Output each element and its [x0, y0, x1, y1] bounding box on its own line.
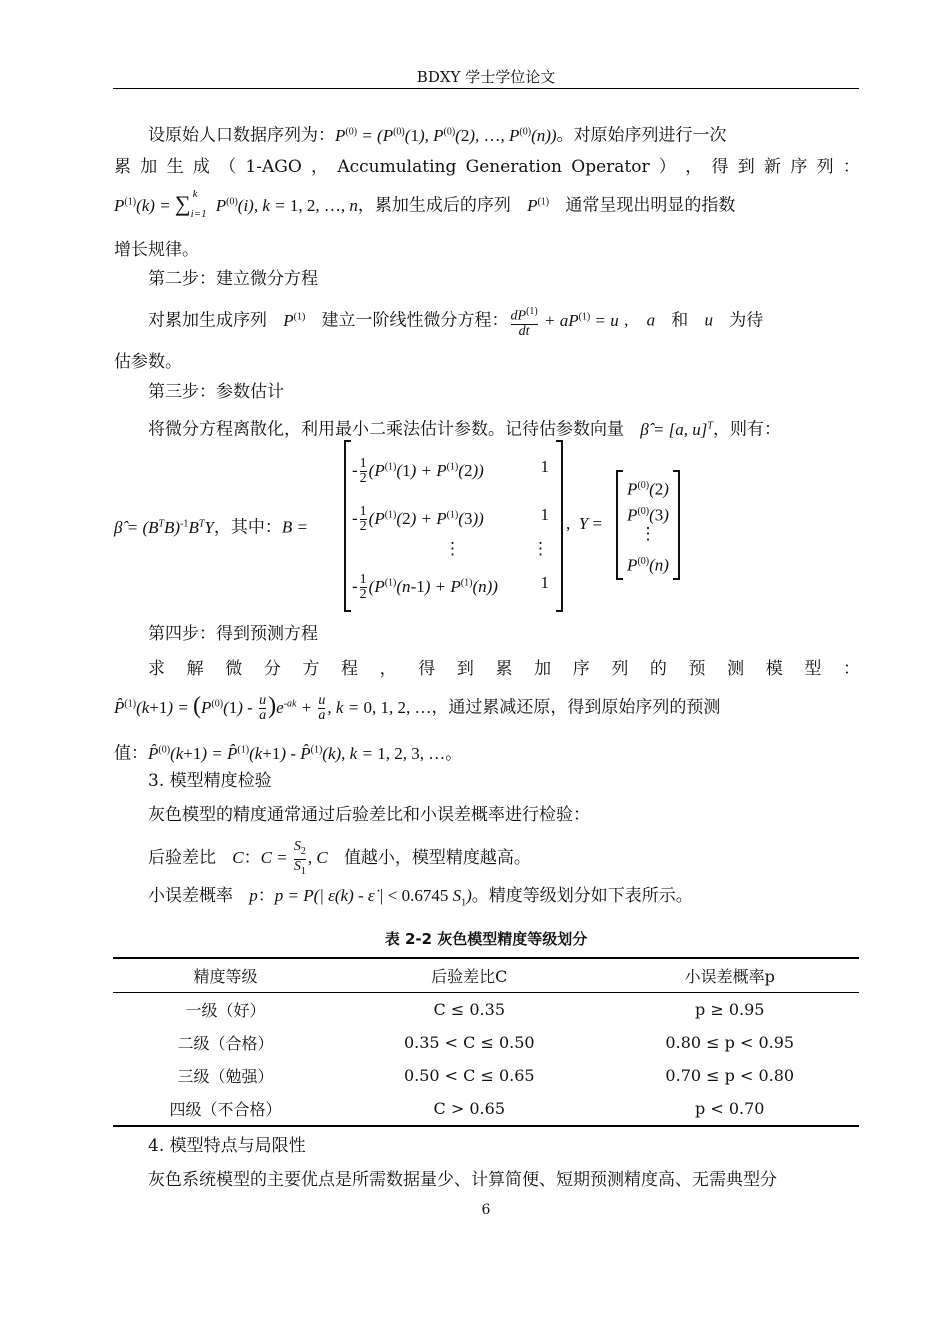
header-rule: [113, 88, 859, 89]
page-number: 6: [481, 1202, 491, 1218]
step-4-line-3: 值：P̂$^{(0)}$(k+1) = P̂$^{(1)}$(k+1) - P̂$^{(1)}$(k), k = 1, 2, 3, …。: [114, 743, 463, 764]
table-caption: 表 2-2 灰色模型精度等级划分: [384, 930, 588, 948]
precision-grade-table: [113, 957, 859, 1127]
table-cell: 二级（合格）: [177, 1034, 274, 1053]
table-cell: 0.50 < C ≤ 0.65: [403, 1066, 535, 1085]
table-cell: 一级（好）: [185, 1001, 266, 1020]
table-header-cell: 后验差比C: [431, 967, 508, 986]
formula-posterior-ratio: C = $\frac{S_2}{S_1}$ , C: [260, 839, 328, 877]
matrix-y: $P^{(0)}(2)$ $P^{(0)}(3)$ ⋮ $P^{(0)}(n)$: [616, 470, 680, 580]
step-3-title: 第三步：参数估计: [148, 382, 284, 402]
table-cell: 0.70 ≤ p < 0.80: [665, 1066, 795, 1085]
formula-small-error-probability: p = P(| ε(k) - ε̇ | < 0.6745 $S_1$): [274, 886, 472, 909]
least-squares-formula: β̂ = $(B^TB)^{-1}B^TY$，其中：B = - $\frac{1}{2}$ $(P^{(1)}(1) + P^{(1)}(2))$ 1 - $\frac{1}{2}$ $(P^{(1)}(2) + P^{(1)}(3))$ 1 ⋮ ⋮ - $\frac{1}{2}$ $(P^{(1)}(n-1) + P^{(1)}(n))$ 1 , Y = $P^{(0)}(2)$ $P^{(0)}(3)$ ⋮ $P^{(0)}(n)$: [114, 440, 860, 612]
table-cell: 四级（不合格）: [169, 1100, 282, 1119]
table-cell: 三级（勉强）: [177, 1067, 274, 1086]
table-cell: 0.35 < C ≤ 0.50: [403, 1033, 535, 1052]
section-3-line-2: 后验差比 C：C = $\frac{S_2}{S_1}$ , C 值越小，模型精度越高。: [148, 839, 531, 877]
page-header: BDXY 学士学位论文: [416, 68, 556, 86]
table-cell: p ≥ 0.95: [695, 1000, 765, 1019]
formula-original-sequence: $P^{(0)} = (P^{(0)}(1)$, $P^{(0)}(2)$, …, $P^{(0)}(n)$): [335, 125, 557, 145]
step-4-line-1: 求 解 微 分 方 程 ， 得 到 累 加 序 列 的 预 测 模 型 ：: [148, 659, 860, 679]
step-3-line-1: 将微分方程离散化，利用最小二乘法估计参数。记待估参数向量 β̂ = [a, u]$^T$，则有：: [148, 419, 781, 440]
step-2-line-1: 对累加生成序列 $P^{(1)}$ 建立一阶线性微分方程： $\frac{dP^{(1)}}{dt}$ + $aP^{(1)} = u$ , a 和 u 为待: [148, 306, 764, 339]
section-4-line-1: 灰色系统模型的主要优点是所需数据量少、计算简便、短期预测精度高、无需典型分: [148, 1170, 777, 1190]
paragraph-1-line-2: 累 加 生 成 （ 1-AGO ， Accumulating Generation Operator ） ， 得 到 新 序 列 ：: [114, 157, 860, 177]
table-cell: C ≤ 0.35: [433, 1000, 505, 1019]
section-3-line-1: 灰色模型的精度通常通过后验差比和小误差概率进行检验：: [148, 805, 590, 825]
table-row: [113, 1092, 859, 1126]
section-3-line-3: 小误差概率 p：p = P(| ε(k) - ε̇ | < 0.6745 $S_1$)。精度等级划分如下表所示。: [148, 886, 693, 909]
matrix-b: - $\frac{1}{2}$ $(P^{(1)}(1) + P^{(1)}(2))$ 1 - $\frac{1}{2}$ $(P^{(1)}(2) + P^{(1)}(3))$ 1 ⋮ ⋮ - $\frac{1}{2}$ $(P^{(1)}(n-1) + P^{(1)}(n))$ 1: [344, 440, 563, 612]
section-3-title: 3. 模型精度检验: [148, 771, 272, 791]
paragraph-1-line-4: 增长规律。: [114, 240, 199, 260]
step-4-title: 第四步：得到预测方程: [148, 624, 318, 644]
table-header-cell: 小误差概率p: [684, 967, 775, 986]
paragraph-1-line-1: 设原始人口数据序列为：$P^{(0)} = (P^{(0)}(1)$, $P^{(0)}(2)$, …, $P^{(0)}(n)$)。对原始序列进行一次: [148, 125, 727, 146]
table-header-cell: 精度等级: [193, 967, 258, 986]
step-2-line-2: 估参数。: [114, 352, 182, 372]
step-4-line-2: P̂$^{(1)}$(k+1) = ($P^{(0)}(1)$ - $\frac{u}{a}$ )$e^{-ak}$ + $\frac{u}{a}$ , k = 0, 1, 2, …，通过累减还原，得到原始序列的预测: [114, 692, 721, 724]
table-cell: 0.80 ≤ p < 0.95: [665, 1033, 795, 1052]
table-row: [113, 1059, 859, 1092]
table-row: [113, 993, 859, 1027]
step-2-title: 第二步：建立微分方程: [148, 269, 318, 289]
formula-ago: $P^{(1)}(k) = \sum_{i=1}^k$ $P^{(0)}(i)$, k = 1, 2, …, n: [114, 187, 358, 220]
paragraph-1-line-3: $P^{(1)}(k) = \sum_{i=1}^k$ $P^{(0)}(i)$, k = 1, 2, …, n，累加生成后的序列 $P^{(1)}$ 通常呈现出明显的指数: [114, 187, 736, 220]
section-4-title: 4. 模型特点与局限性: [148, 1136, 306, 1156]
formula-prediction-model: P̂$^{(1)}$(k+1) = ($P^{(0)}(1)$ - $\frac{u}{a}$ )$e^{-ak}$ + $\frac{u}{a}$ , k = 0, 1, 2, …: [114, 692, 432, 724]
formula-differential-equation: $\frac{dP^{(1)}}{dt}$ + $aP^{(1)} = u$: [510, 306, 619, 339]
table-header-row: [113, 958, 859, 993]
table-row: [113, 1026, 859, 1059]
table-cell: C > 0.65: [433, 1099, 505, 1118]
formula-restore: P̂$^{(0)}$(k+1) = P̂$^{(1)}$(k+1) - P̂$^{(1)}$(k), k = 1, 2, 3, …。: [148, 743, 463, 763]
table-cell: p < 0.70: [695, 1099, 765, 1118]
